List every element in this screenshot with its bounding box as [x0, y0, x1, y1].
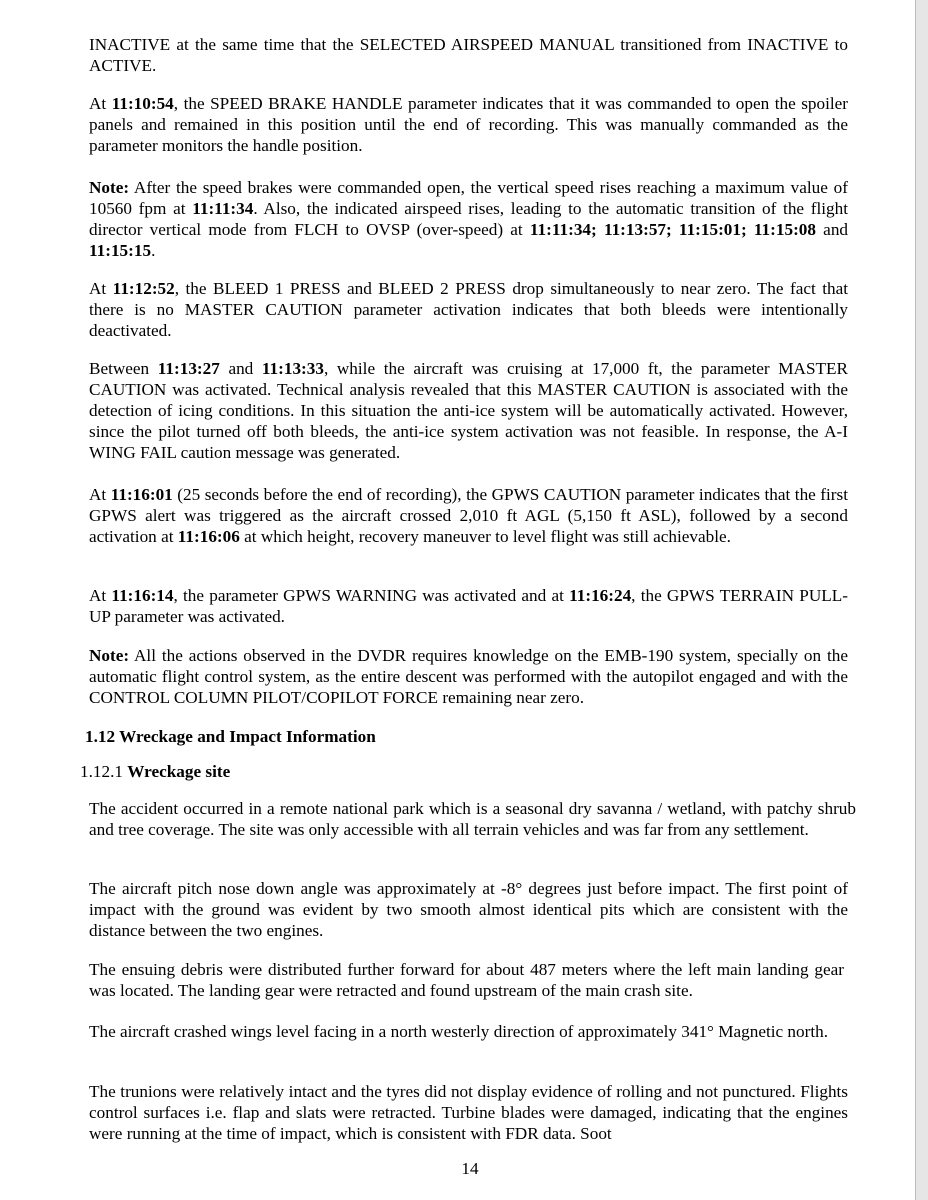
paragraph-speed-brake [89, 93, 848, 156]
paragraph-text: , the SPEED BRAKE HANDLE parameter indicates that it was commanded to open the spoiler panels and remained in this position until the end of recording. This was manually commanded as the parameter monitors the handle position. [89, 94, 848, 155]
paragraph-text: , the BLEED 1 PRESS and BLEED 2 PRESS drop simultaneously to near zero. The fact that there is no MASTER CAUTION parameter activation indicates that both bleeds were intentionally deactivated. [89, 279, 849, 340]
paragraph-text: . [151, 241, 156, 260]
paragraph-text: The trunions were relatively intact and the tyres did not display evidence of rolling and not punctured. Flights control surfaces i.e. flap and slats were retracted. Turbine blades were damaged, indicating that the engines were running at the time of impact, which is consistent with FDR data. Soot [89, 1082, 848, 1143]
subsection-title: Wreckage site [127, 762, 231, 781]
paragraph-text: At [89, 279, 113, 298]
paragraph-text: and [219, 359, 262, 378]
paragraph-text: At [89, 485, 111, 504]
paragraph-text: (25 seconds before the end of recording), the GPWS CAUTION parameter indicates that the first GPWS alert was triggered as the aircraft crossed 2,010 ft AGL (5,150 ft ASL), followed by a second activation at [89, 485, 848, 546]
paragraph-text: At [89, 94, 112, 113]
paragraph-text: At [89, 586, 112, 605]
subsection-number: 1.12.1 [80, 762, 128, 781]
paragraph-accident-site [89, 798, 856, 840]
timestamp: 11:13:27 [157, 359, 220, 378]
timestamp: 11:15:15 [89, 241, 152, 260]
page-shadow [916, 0, 928, 1200]
paragraph-debris [89, 959, 844, 1001]
paragraph-text: , the parameter GPWS WARNING was activated and at [173, 586, 570, 605]
timestamp: 11:16:01 [110, 485, 173, 504]
paragraph-text: The aircraft pitch nose down angle was approximately at -8° degrees just before impact. The first point of impact with the ground was evident by two smooth almost identical pits which are consistent with the distance between the two engines. [89, 879, 848, 940]
paragraph-text: and [815, 220, 849, 239]
timestamp: 11:12:52 [112, 279, 175, 298]
paragraph-inactive-transition [89, 34, 848, 76]
timestamp: 11:10:54 [111, 94, 174, 113]
timestamp: 11:16:06 [177, 527, 240, 546]
paragraph-master-caution [89, 358, 848, 463]
paragraph-text: , while the aircraft was cruising at 17,000 ft, the parameter MASTER CAUTION was activated. Technical analysis revealed that this MASTER CAUTION is associated with the detection of icing conditions. In this situation the anti-ice system will be automatically activated. However, since the pilot turned off both bleeds, the anti-ice system activation was not feasible. In response, the A-I WING FAIL caution message was generated. [89, 359, 848, 462]
paragraph-text: After the speed brakes were commanded open, the vertical speed rises reaching a maximum value of 10560 fpm at [89, 178, 848, 218]
paragraph-text: . Also, the indicated airspeed rises, leading to the automatic transition of the flight director vertical mode from FLCH to OVSP (over-speed) at [89, 199, 849, 239]
timestamp: 11:13:33 [261, 359, 324, 378]
section-heading: 1.12 Wreckage and Impact Information [85, 727, 376, 746]
note-vertical-speed [89, 177, 848, 261]
paragraph-gpws-warning [89, 585, 848, 627]
paragraph-text: at which height, recovery maneuver to level flight was still achievable. [239, 527, 731, 546]
paragraph-text: INACTIVE at the same time that the SELECTED AIRSPEED MANUAL transitioned from INACTIVE to ACTIVE. [89, 35, 848, 75]
note-label: Note: [89, 178, 130, 197]
page-number: 14 [461, 1159, 479, 1178]
paragraph-text: The ensuing debris were distributed further forward for about 487 meters where the left main landing gear was located. The landing gear were retracted and found upstream of the main crash site. [89, 960, 844, 1000]
paragraph-crash-direction [89, 1021, 856, 1042]
paragraph-pitch-angle [89, 878, 848, 941]
timestamp: 11:16:24 [569, 586, 632, 605]
paragraph-text: Between [89, 359, 158, 378]
paragraph-trunions [89, 1081, 848, 1144]
timestamp: 11:11:34 [192, 199, 254, 218]
paragraph-text: , the GPWS TERRAIN PULL-UP parameter was activated. [89, 586, 848, 626]
paragraph-gpws-caution [89, 484, 848, 547]
note-label: Note: [89, 646, 130, 665]
paragraph-text: All the actions observed in the DVDR requires knowledge on the EMB-190 system, specially on the automatic flight control system, as the entire descent was performed with the autopilot engaged and with the CONTROL COLUMN PILOT/COPILOT FORCE remaining near zero. [89, 646, 848, 707]
paragraph-text: The accident occurred in a remote national park which is a seasonal dry savanna / wetland, with patchy shrub and tree coverage. The site was only accessible with all terrain vehicles and was far from any settlement. [89, 799, 856, 839]
paragraph-text: The aircraft crashed wings level facing in a north westerly direction of approximately 341° Magnetic north. [89, 1022, 828, 1041]
paragraph-bleed-press [89, 278, 848, 341]
subsection-heading [80, 761, 230, 782]
timestamp: 11:11:34; 11:13:57; 11:15:01; 11:15:08 [529, 220, 816, 239]
note-dvdr [89, 645, 848, 708]
timestamp: 11:16:14 [111, 586, 174, 605]
